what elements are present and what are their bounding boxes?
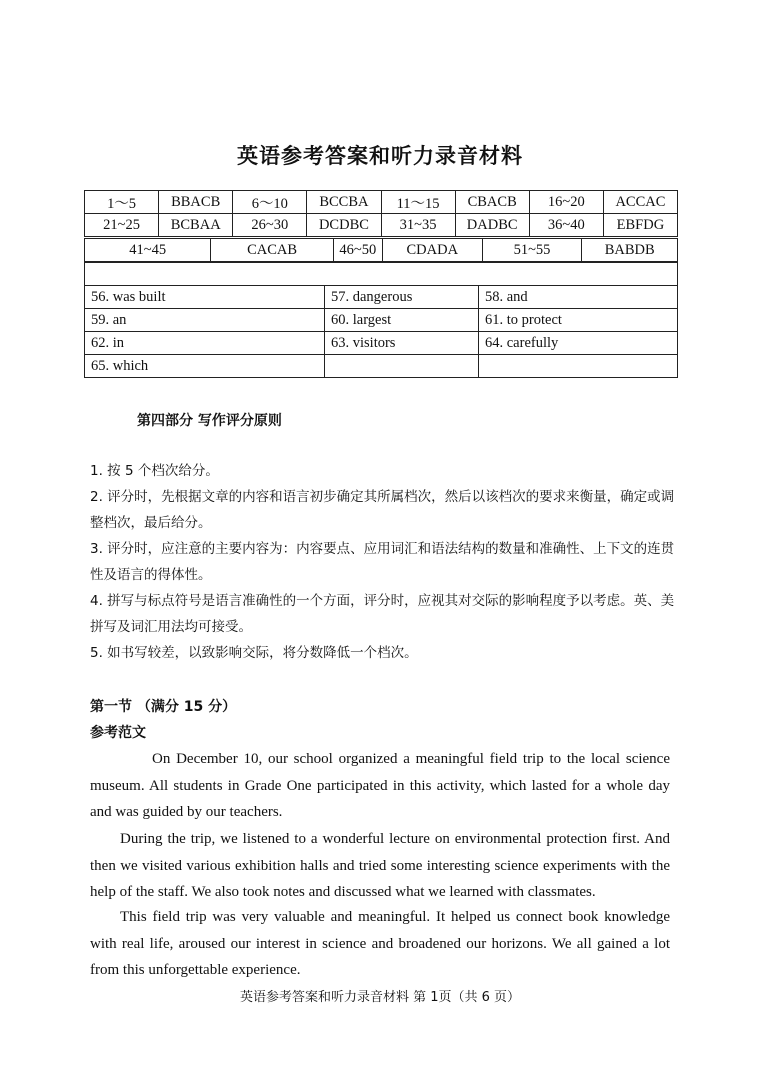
empty-cell (85, 263, 678, 286)
table-row (85, 332, 678, 355)
page-title: 英语参考答案和听力录音材料 (237, 144, 523, 168)
fill-cell: 64. carefully (479, 332, 678, 355)
table-row (85, 239, 678, 262)
fill-cell: 65. which (85, 355, 325, 378)
fill-cell: 63. visitors (325, 332, 479, 355)
range-cell: 26~30 (233, 214, 307, 237)
fill-cell: 61. to protect (479, 309, 678, 332)
answer-cell: DADBC (455, 214, 529, 237)
range-cell: 51~55 (482, 239, 582, 262)
essay-paragraph: On December 10, our school organized a meaningful field trip to the local science museum. All students in Grade One participated in this activity, which lasted for a whole day and was guided by our teachers. (90, 751, 670, 820)
answer-cell: BABDB (582, 239, 678, 262)
fill-cell: 59. an (85, 309, 325, 332)
range-cell: 1～5 (85, 191, 159, 214)
answer-cell: CDADA (382, 239, 482, 262)
range-cell: 21~25 (85, 214, 159, 237)
answer-table-middle (84, 238, 678, 262)
rule-item: 3. 评分时，应注意的主要内容为：内容要点、应用词汇和语法结构的数量和准确性、上下文的连贯性及语言的得体性。 (90, 541, 675, 583)
fill-cell: 60. largest (325, 309, 479, 332)
rule-item: 4. 拼写与标点符号是语言准确性的一个方面，评分时，应视其对交际的影响程度予以考虑。英、美拼写及词汇用法均可接受。 (90, 593, 675, 635)
rule-item: 2. 评分时，先根据文章的内容和语言初步确定其所属档次，然后以该档次的要求来衡量，确定或调整档次，最后给分。 (90, 489, 675, 531)
fill-cell (325, 355, 479, 378)
fill-cell: 57. dangerous (325, 286, 479, 309)
section4-heading: 第四部分 写作评分原则 (137, 413, 282, 429)
table-row (85, 309, 678, 332)
range-cell: 46~50 (333, 239, 382, 262)
answer-cell: CBACB (455, 191, 529, 214)
fill-cell: 62. in (85, 332, 325, 355)
fill-in-table (84, 262, 678, 378)
answer-cell: DCDBC (307, 214, 381, 237)
answer-cell: EBFDG (603, 214, 677, 237)
table-row (85, 355, 678, 378)
table-row (85, 191, 678, 214)
range-cell: 41~45 (85, 239, 211, 262)
fill-cell: 56. was built (85, 286, 325, 309)
range-cell: 31~35 (381, 214, 455, 237)
range-cell: 16~20 (529, 191, 603, 214)
section1-heading: 第一节 （满分 15 分） (90, 699, 237, 715)
page-footer: 英语参考答案和听力录音材料 第 1页（共 6 页） (239, 990, 521, 1005)
essay-paragraph: During the trip, we listened to a wonderful lecture on environmental protection first. And then we visited various exhibition halls and tried some interesting science experiments with the help of the staff. We also took notes and discussed what we learned with classmates. (90, 831, 670, 900)
answer-table-top (84, 190, 678, 237)
sample-heading: 参考范文 (90, 725, 146, 741)
answer-cell: CACAB (211, 239, 333, 262)
table-row (85, 214, 678, 237)
rule-item: 1. 按 5 个档次给分。 (90, 463, 219, 479)
range-cell: 11～15 (381, 191, 455, 214)
table-row (85, 286, 678, 309)
range-cell: 6～10 (233, 191, 307, 214)
answer-cell: BCBAA (159, 214, 233, 237)
blank-row (85, 263, 678, 286)
range-cell: 36~40 (529, 214, 603, 237)
fill-cell: 58. and (479, 286, 678, 309)
answer-cell: ACCAC (603, 191, 677, 214)
answer-cell: BBACB (159, 191, 233, 214)
rule-item: 5. 如书写较差，以致影响交际，将分数降低一个档次。 (90, 645, 418, 661)
fill-cell (479, 355, 678, 378)
answer-cell: BCCBA (307, 191, 381, 214)
essay-paragraph: This field trip was very valuable and meaningful. It helped us connect book knowledge with real life, aroused our interest in science and broadened our horizons. We all gained a lot from this unforgettable experience. (90, 909, 670, 978)
